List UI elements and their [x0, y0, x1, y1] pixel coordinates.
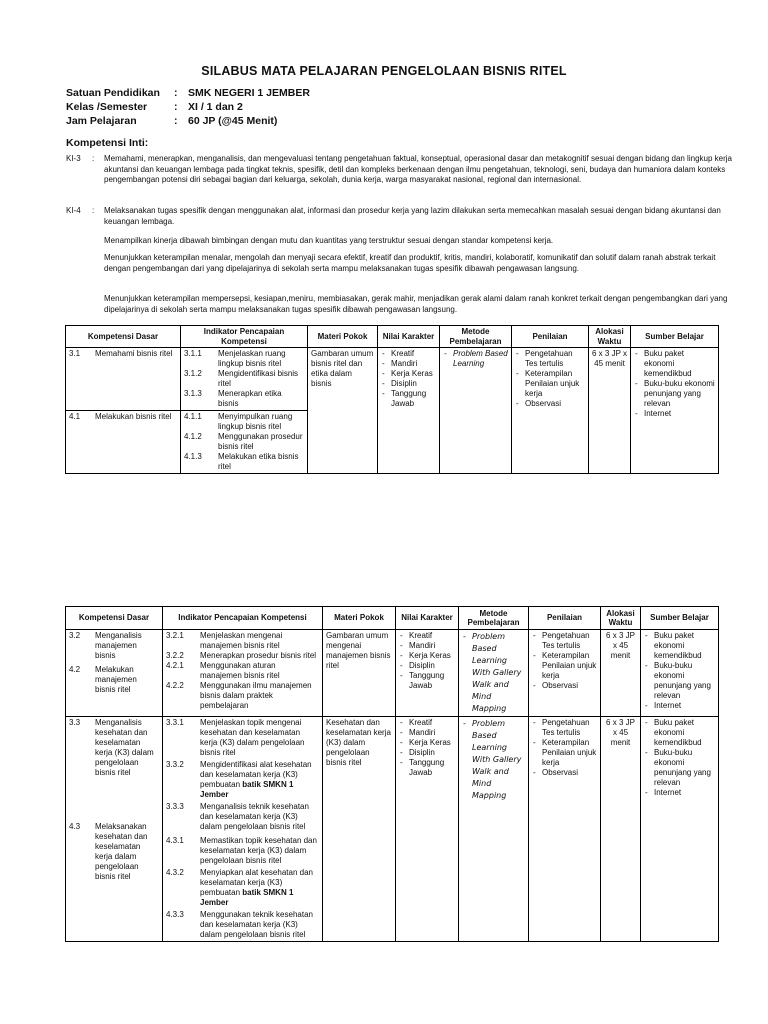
- nilai-list: [399, 718, 455, 778]
- indikator-text: Menjelaskan ruang lingkup bisnis ritel: [218, 349, 286, 368]
- penilaian-cell: [529, 630, 601, 717]
- indikator-text: Mengidentifikasi bisnis ritel: [218, 369, 299, 388]
- meta-key: Satuan Pendidikan: [66, 87, 160, 99]
- nilai-cell: [396, 717, 459, 942]
- indikator-number: 4.1.1: [184, 412, 202, 421]
- list-item: - Buku-buku ekonomi penunjang yang relevan: [644, 748, 715, 788]
- meta-row: Kelas /Semester : XI / 1 dan 2: [66, 101, 243, 113]
- ki4-paragraph-1: Menampilkan kinerja dibawah bimbingan dengan mutu dan kuantitas yang terstruktur sesuai dengan standar kompetensi kerja.: [104, 236, 554, 245]
- column-header: Materi Pokok: [308, 326, 378, 348]
- table-row: [66, 717, 719, 942]
- column-header: Alokasi Waktu: [589, 326, 631, 348]
- list-item: - Keterampilan Penilaian unjuk kerja: [515, 369, 585, 399]
- indikator-text: Memastikan topik kesehatan dan keselamatan kerja (K3) dalam pengelolaan bisnis ritel: [200, 836, 317, 865]
- column-header: Nilai Karakter: [396, 607, 459, 630]
- list-item: - Kreatif: [399, 718, 455, 728]
- syllabus-table-2: [65, 606, 719, 942]
- kompetensi-inti-heading: Kompetensi Inti:: [66, 137, 149, 149]
- metode-cell: [440, 348, 512, 474]
- indikator-bold-text: batik SMKN 1 Jember: [200, 780, 294, 799]
- indikator-cell: [181, 411, 308, 474]
- indikator-bold-text: batik SMKN 1 Jember: [200, 888, 294, 907]
- ki4-block: KI-4 : Melaksanakan tugas spesifik dengan menggunakan alat, informasi dan prosedur kerja yang lazim dilakukan serta memecahkan masalah sesuai dengan bidang akuntansi dan keuangan lembaga.: [66, 206, 732, 227]
- list-item: - Internet: [644, 788, 715, 798]
- metadata-block: [66, 86, 310, 128]
- syllabus-table-1: [65, 325, 719, 474]
- indikator-text: Menerapkan prosedur bisnis ritel: [200, 651, 317, 660]
- ki3-block: KI-3 : Memahami, menerapkan, menganalisis, dan mengevaluasi tentang pengetahuan faktual, konseptual, operasional dasar dan metakognitif sesuai dengan bidang dan lingkup kerja akuntansi dan keuangan lembaga pada tingkat teknis, spesifik, detil dan kompleks berkenaan dengan ilmu pengetahuan, teknologi, seni, budaya dan humaniora dalam konteks pengembangan potensi diri sebagai bagian dari keluarga, sekolah, dunia kerja, warga masyarakat nasional, regional dan internasional.: [66, 154, 732, 185]
- metode-cell: [459, 630, 529, 717]
- column-header: Penilaian: [512, 326, 589, 348]
- indikator-number: 3.3.3: [166, 802, 184, 811]
- kd-cell: [66, 348, 181, 411]
- nilai-list: [399, 631, 455, 691]
- indikator-number: 3.2.1: [166, 631, 184, 640]
- ki3-text: Memahami, menerapkan, menganalisis, dan mengevaluasi tentang pengetahuan faktual, konseptual, operasional dasar dan metakognitif sesuai dengan bidang dan lingkup kerja akuntansi dan keuangan lembaga pada tingkat teknis, spesifik, detil dan kompleks berkenaan dengan ilmu pengetahuan, teknologi, seni, budaya dan humaniora dalam konteks pengembangan potensi diri sebagai bagian dari keluarga, sekolah, dunia kerja, warga masyarakat nasional, regional dan internasional.: [104, 154, 732, 185]
- list-item: - Mandiri: [381, 359, 436, 369]
- kd-cell: [66, 411, 181, 474]
- list-item: - Buku paket ekonomi kemendikbud: [634, 349, 715, 379]
- kd-text: Melaksanakan kesehatan dan keselamatan kerja dalam pengelolaan bisnis ritel: [95, 822, 148, 881]
- alokasi-cell: 6 x 3 JP x 45 menit: [601, 717, 641, 942]
- list-item: - Disiplin: [399, 661, 455, 671]
- list-item: - Buku-buku ekonomi penunjang yang relevan: [644, 661, 715, 701]
- document-title: SILABUS MATA PELAJARAN PENGELOLAAN BISNIS RITEL: [201, 64, 567, 78]
- indikator-number: 3.3.1: [166, 718, 184, 727]
- meta-key: Kelas /Semester: [66, 101, 148, 113]
- list-item: - Kerja Keras: [399, 651, 455, 661]
- kd-text: Melakukan manajemen bisnis ritel: [95, 665, 137, 694]
- ki4-text: Melaksanakan tugas spesifik dengan menggunakan alat, informasi dan prosedur kerja yang lazim dilakukan serta memecahkan masalah sesuai dengan bidang akuntansi dan keuangan lembaga.: [104, 206, 721, 226]
- kd-text: Memahami bisnis ritel: [95, 349, 173, 358]
- indikator-number: 3.2.2: [166, 651, 184, 660]
- materi-cell: Gambaran umum bisnis ritel dan etika dalam bisnis: [308, 348, 378, 474]
- nilai-list: [381, 349, 436, 409]
- column-header: Alokasi Waktu: [601, 607, 641, 630]
- table-header-row: [66, 326, 719, 348]
- sumber-list: [634, 349, 715, 419]
- sumber-cell: [641, 717, 719, 942]
- kd-number: 4.1: [69, 412, 81, 421]
- indikator-number: 4.2.1: [166, 661, 184, 670]
- list-item: - Tanggung Jawab: [381, 389, 436, 409]
- list-item: - Pengetahuan Tes tertulis: [515, 349, 585, 369]
- meta-value: XI / 1 dan 2: [188, 101, 243, 113]
- list-item: - Keterampilan Penilaian unjuk kerja: [532, 651, 597, 681]
- list-item: - Mandiri: [399, 641, 455, 651]
- list-item: - Kreatif: [399, 631, 455, 641]
- indikator-cell: [163, 717, 323, 942]
- column-header: Indikator Pencapaian Kompetensi: [163, 607, 323, 630]
- indikator-number: 4.2.2: [166, 681, 184, 690]
- penilaian-list: [515, 349, 585, 409]
- column-header: Nilai Karakter: [378, 326, 440, 348]
- list-item: - Buku paket ekonomi kemendikbud: [644, 631, 715, 661]
- ki3-code: KI-3: [66, 154, 81, 163]
- indikator-text: Menggunakan teknik kesehatan dan keselamatan kerja (K3) dalam pengelolaan bisnis ritel: [200, 910, 313, 939]
- kd-number: 4.3: [69, 822, 81, 831]
- indikator-number: 4.3.2: [166, 868, 184, 877]
- list-item: - Kreatif: [381, 349, 436, 359]
- table-row: [66, 630, 719, 717]
- indikator-text: Menerapkan etika bisnis: [218, 389, 282, 408]
- list-item: - Internet: [634, 409, 715, 419]
- nilai-cell: [396, 630, 459, 717]
- list-item: - Observasi: [532, 768, 597, 778]
- indikator-number: 4.3.1: [166, 836, 184, 845]
- column-header: Kompetensi Dasar: [66, 607, 163, 630]
- indikator-text: Menggunakan prosedur bisnis ritel: [218, 432, 303, 451]
- list-item: - Tanggung Jawab: [399, 758, 455, 778]
- list-item: - Disiplin: [399, 748, 455, 758]
- column-header: Metode Pembelajaran: [459, 607, 529, 630]
- meta-key: Jam Pelajaran: [66, 115, 137, 127]
- materi-cell: Kesehatan dan keselamatan kerja (K3) dalam pengelolaan bisnis ritel: [323, 717, 396, 942]
- column-header: Metode Pembelajaran: [440, 326, 512, 348]
- indikator-number: 4.1.3: [184, 452, 202, 461]
- indikator-number: 3.1.3: [184, 389, 202, 398]
- kd-cell: [66, 630, 163, 717]
- sumber-cell: [631, 348, 719, 474]
- indikator-number: 4.1.2: [184, 432, 202, 441]
- indikator-text: Menyiapkan alat kesehatan dan keselamatan kerja (K3) pembuatan: [200, 868, 313, 897]
- table-header-row: [66, 607, 719, 630]
- indikator-cell: [181, 348, 308, 411]
- indikator-text: Menggunakan aturan manajemen bisnis ritel: [200, 661, 280, 680]
- column-header: Kompetensi Dasar: [66, 326, 181, 348]
- kd-number: 3.3: [69, 718, 81, 727]
- penilaian-cell: [529, 717, 601, 942]
- metode-text: - Problem Based Learning With Gallery Walk and Mind Mapping: [462, 718, 525, 802]
- meta-value: SMK NEGERI 1 JEMBER: [188, 87, 310, 99]
- sumber-cell: [641, 630, 719, 717]
- indikator-text: Menjelaskan topik mengenai kesehatan dan keselamatan kerja (K3) dalam pengelolaan bisnis ritel: [200, 718, 305, 757]
- meta-value: 60 JP (@45 Menit): [188, 115, 278, 127]
- list-item: - Tanggung Jawab: [399, 671, 455, 691]
- indikator-number: 3.1.1: [184, 349, 202, 358]
- metode-text: - Problem Based Learning With Gallery Walk and Mind Mapping: [462, 631, 525, 715]
- materi-cell: Gambaran umum mengenai manajemen bisnis ritel: [323, 630, 396, 717]
- list-item: - Pengetahuan Tes tertulis: [532, 631, 597, 651]
- list-item: - Pengetahuan Tes tertulis: [532, 718, 597, 738]
- column-header: Penilaian: [529, 607, 601, 630]
- meta-row: Satuan Pendidikan : SMK NEGERI 1 JEMBER: [66, 87, 310, 99]
- penilaian-cell: [512, 348, 589, 474]
- metode-text: - Problem Based Learning: [443, 349, 508, 369]
- indikator-cell: [163, 630, 323, 717]
- list-item: - Internet: [644, 701, 715, 711]
- column-header: Materi Pokok: [323, 607, 396, 630]
- list-item: - Buku paket ekonomi kemendikbud: [644, 718, 715, 748]
- indikator-text: Menganalisis teknik kesehatan dan keselamatan kerja (K3) dalam pengelolaan bisnis ritel: [200, 802, 309, 831]
- column-header: Sumber Belajar: [641, 607, 719, 630]
- kd-number: 4.2: [69, 665, 81, 674]
- alokasi-cell: 6 x 3 JP x 45 menit: [589, 348, 631, 474]
- kd-text: Menganalisis manajemen bisnis: [95, 631, 142, 660]
- indikator-text: Menggunakan ilmu manajemen bisnis dalam praktek pembelajaran: [200, 681, 312, 710]
- alokasi-cell: 6 x 3 JP x 45 menit: [601, 630, 641, 717]
- table-row: [66, 348, 719, 411]
- indikator-number: 3.1.2: [184, 369, 202, 378]
- sumber-list: [644, 631, 715, 711]
- indikator-text: Mengidentifikasi alat kesehatan dan keselamatan kerja (K3) pembuatan: [200, 760, 312, 789]
- kd-number: 3.2: [69, 631, 81, 640]
- column-header: Sumber Belajar: [631, 326, 719, 348]
- list-item: - Disiplin: [381, 379, 436, 389]
- indikator-number: 4.3.3: [166, 910, 184, 919]
- nilai-cell: [378, 348, 440, 474]
- list-item: - Mandiri: [399, 728, 455, 738]
- kd-text: Melakukan bisnis ritel: [95, 412, 172, 421]
- indikator-text: Menyimpulkan ruang lingkup bisnis ritel: [218, 412, 293, 431]
- list-item: - Kerja Keras: [381, 369, 436, 379]
- kd-number: 3.1: [69, 349, 81, 358]
- ki4-code: KI-4: [66, 206, 81, 215]
- penilaian-list: [532, 718, 597, 778]
- meta-row: Jam Pelajaran : 60 JP (@45 Menit): [66, 115, 278, 127]
- kd-text: Menganalisis kesehatan dan keselamatan kerja (K3) dalam pengelolaan bisnis ritel: [95, 718, 154, 777]
- penilaian-list: [532, 631, 597, 691]
- indikator-number: 3.3.2: [166, 760, 184, 769]
- kd-cell: [66, 717, 163, 942]
- indikator-text: Menjelaskan mengenai manajemen bisnis ritel: [200, 631, 283, 650]
- indikator-text: Melakukan etika bisnis ritel: [218, 452, 299, 471]
- metode-cell: [459, 717, 529, 942]
- sumber-list: [644, 718, 715, 798]
- list-item: - Kerja Keras: [399, 738, 455, 748]
- list-item: - Observasi: [532, 681, 597, 691]
- list-item: - Keterampilan Penilaian unjuk kerja: [532, 738, 597, 768]
- column-header: Indikator Pencapaian Kompetensi: [181, 326, 308, 348]
- ki4-paragraph-2: Menunjukkan keterampilan menalar, mengolah dan menyaji secara efektif, kreatif dan produktif, kritis, mandiri, kolaboratif, komunikatif dan solutif dalam ranah abstrak terkait dengan pengembangan dari yang dipelajarinya di sekolah serta mampu melaksanakan tugas spesifik dibawah pengawasan langsung.: [104, 253, 716, 273]
- ki4-paragraph-3: Menunjukkan keterampilan mempersepsi, kesiapan,meniru, membiasakan, gerak mahir, menjadikan gerak alami dalam ranah konkret terkait dengan pengembangkan dari yang dipelajarinya di sekolah serta mampu melaksanakan tugas spesifik dibawah pengawasan langsung.: [104, 294, 728, 314]
- list-item: - Observasi: [515, 399, 585, 409]
- list-item: - Buku-buku ekonomi penunjang yang relevan: [634, 379, 715, 409]
